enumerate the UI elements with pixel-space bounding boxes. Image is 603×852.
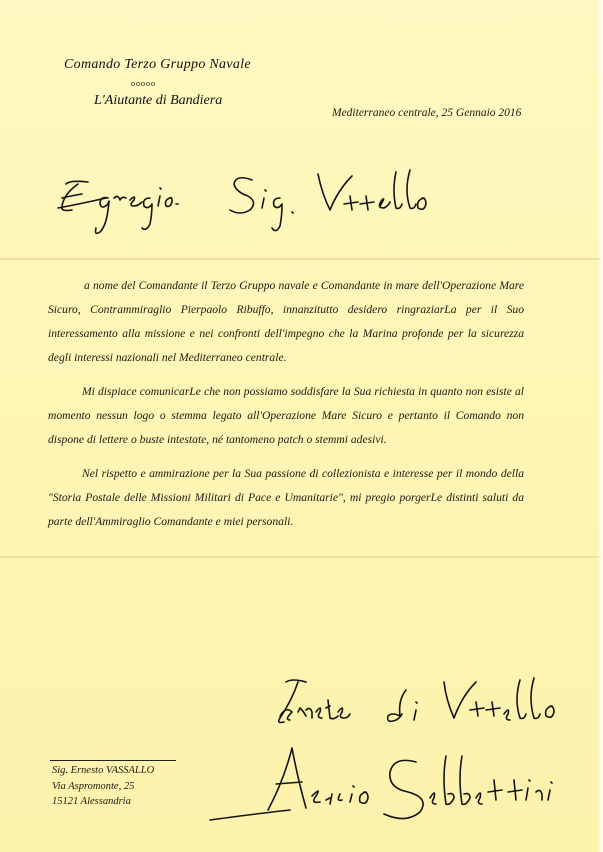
paragraph-1: a nome del Comandante il Terzo Gruppo navale e Comandante in mare dell'Operazione Mare Sicuro, Contrammiraglio Pierpaolo Ribuffo, innanzitutto desidero ringraziarLa per il Suo interessamento alla missione e nei confronti dell'impegno che la Marina profonde per la sicurezza degli interessi nazionali nel Mediterraneo centrale. <box>48 279 524 364</box>
paragraph-2: Mi dispiace comunicarLe che non possiamo soddisfare la Sua richiesta in quanto non esiste al momento nessun logo o stemma legato all'Operazione Mare Sicuro e pertanto il Comando non dispone di lettere o buste intestate, né tantomeno patch o stemmi adesivi. <box>48 385 524 446</box>
paper-fold <box>0 258 603 260</box>
salutation-ink <box>0 160 603 250</box>
letterhead-dots: ooooo <box>131 79 156 88</box>
signature-ink <box>180 660 590 840</box>
recipient-address <box>52 763 212 810</box>
recipient-city: 15121 Alessandria <box>52 796 131 807</box>
letter-body <box>48 274 524 544</box>
recipient-street: Via Aspromonte, 25 <box>52 780 135 792</box>
letterhead-command: Comando Terzo Gruppo Navale <box>64 57 251 72</box>
paper-fold <box>0 556 603 558</box>
recipient-name: Sig. Ernesto VASSALLO <box>52 765 155 776</box>
handwritten-signature <box>180 660 590 840</box>
paragraph-3: Nel rispetto e ammirazione per la Sua passione di collezionista e interesse per il mondo della "Storia Postale delle Missioni Militari di Pace e Umanitarie", mi pregio porgerLe distinti saluti da parte dell'Ammiraglio Comandante e miei personali. <box>48 467 524 528</box>
letter-date: Mediterraneo centrale, 25 Gennaio 2016 <box>332 107 522 119</box>
handwritten-salutation <box>0 160 603 250</box>
address-divider <box>50 760 176 761</box>
paper-edge <box>597 0 603 852</box>
letterhead-office: L'Aiutante di Bandiera <box>94 93 223 108</box>
